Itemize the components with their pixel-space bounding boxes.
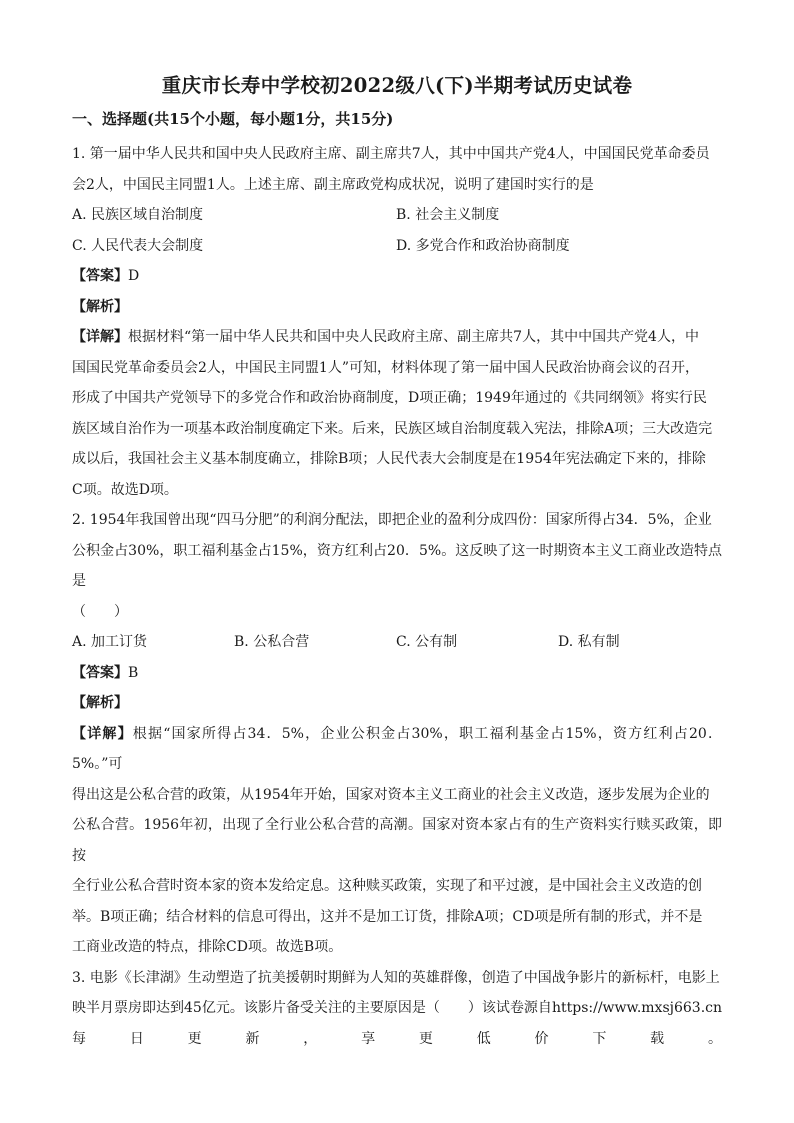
promo-char: 低 bbox=[476, 1030, 491, 1047]
analysis-label: 【解析】 bbox=[72, 695, 128, 711]
q1-options bbox=[72, 200, 722, 261]
promo-char: 日 bbox=[129, 1030, 144, 1047]
q2-stem-line-3: （ ） bbox=[72, 603, 128, 620]
question-1 bbox=[72, 139, 722, 505]
answer-label: 【答案】 bbox=[72, 268, 128, 284]
question-2 bbox=[72, 505, 722, 963]
q1-detail-line-4: 族区域自治作为一项基本政治制度确定下来。后来，民族区域自治制度载入宪法，排除A项；三大改造完 bbox=[72, 420, 713, 437]
detail-label: 【详解】 bbox=[72, 725, 133, 742]
analysis-label: 【解析】 bbox=[72, 298, 128, 315]
q1-analysis-label bbox=[72, 292, 722, 323]
q1-option-d: D. 多党合作和政治协商制度 bbox=[396, 237, 570, 254]
q1-answer-value: D bbox=[128, 268, 140, 284]
q1-option-a: A. 民族区域自治制度 bbox=[72, 207, 204, 223]
q2-detail-line-3: 公私合营。1956年初，出现了全行业公私合营的高潮。国家对资本家占有的生产资料实行赎买政策，即按 bbox=[72, 817, 722, 864]
q1-answer bbox=[72, 261, 722, 292]
q2-detail-line-1 bbox=[72, 719, 722, 780]
q1-option-c: C. 人民代表大会制度 bbox=[72, 237, 204, 254]
promo-char: 新 bbox=[245, 1030, 260, 1047]
q2-detail-text-1: 根据“国家所得占34．5%，企业公积金占30%，职工福利基金占15%，资方红利占20．5%。”可 bbox=[72, 725, 722, 772]
q1-detail-line-5: 成以后，我国社会主义基本制度确立，排除B项；人民代表大会制度是在1954年宪法确定下来的，排除 bbox=[72, 451, 706, 467]
promo-char: 每 bbox=[72, 1030, 86, 1047]
q3-stem-text-2: 映半月票房即达到45亿元。该影片备受关注的主要原因是（ ）该试卷源自 bbox=[72, 1000, 552, 1016]
q2-stem-line-1: 2. 1954年我国曾出现“四马分肥”的利润分配法，即把企业的盈利分成四份：国家所得占34．5%，企业 bbox=[72, 512, 712, 528]
q2-detail-line-6: 工商业改造的特点，排除CD项。故选B项。 bbox=[72, 939, 343, 955]
promo-char: 。 bbox=[707, 1030, 722, 1047]
promo-char: 更 bbox=[418, 1030, 433, 1047]
q2-detail-line-4: 全行业公私合营时资本家的资本发给定息。这种赎买政策，实现了和平过渡，是中国社会主义改造的创 bbox=[72, 878, 702, 894]
q2-analysis-label bbox=[72, 688, 722, 719]
exam-title: 重庆市长寿中学校初2022级八(下)半期考试历史试卷 bbox=[161, 74, 633, 97]
q1-stem-line-2: 会2人，中国民主同盟1人。上述主席、副主席政党构成状况，说明了建国时实行的是 bbox=[72, 176, 594, 193]
q1-detail-line-1 bbox=[72, 322, 722, 353]
promo-char: 载 bbox=[650, 1030, 665, 1047]
promo-char: 享 bbox=[361, 1030, 376, 1047]
q2-stem-line-2: 公积金占30%，职工福利基金占15%，资方红利占20．5%。这反映了这一时期资本主义工商业改造特点是 bbox=[72, 542, 722, 589]
q2-detail-line-2: 得出这是公私合营的政策，从1954年开始，国家对资本主义工商业的社会主义改造，逐步发展为企业的 bbox=[72, 786, 710, 803]
q1-detail-line-6: C项。故选D项。 bbox=[72, 481, 178, 498]
q3-stem-line-1: 3. 电影《长津湖》生动塑造了抗美援朝时期鲜为人知的英雄群像，创造了中国战争影片的新标杆，电影上 bbox=[72, 969, 720, 986]
promo-line bbox=[72, 1024, 722, 1055]
q1-detail-line-3: 形成了中国共产党领导下的多党合作和政治协商制度，D项正确；1949年通过的《共同纲领》将实行民 bbox=[72, 390, 707, 406]
q1-detail-text-1: 根据材料“第一届中华人民共和国中央人民政府主席、副主席共7人，其中中国共产党4人，中 bbox=[128, 329, 699, 345]
question-3 bbox=[72, 963, 722, 1055]
promo-char: 下 bbox=[592, 1030, 607, 1047]
promo-char: ， bbox=[303, 1030, 318, 1047]
q1-option-b: B. 社会主义制度 bbox=[396, 207, 500, 223]
promo-char: 更 bbox=[187, 1030, 202, 1047]
q2-option-b: B. 公私合营 bbox=[234, 634, 310, 650]
q2-option-d: D. 私有制 bbox=[558, 634, 620, 650]
q2-option-c: C. 公有制 bbox=[396, 634, 458, 650]
section-heading: 一、选择题(共15个小题，每小题1分，共15分) bbox=[72, 110, 394, 128]
q2-answer bbox=[72, 658, 722, 689]
detail-label: 【详解】 bbox=[72, 329, 128, 345]
q2-options bbox=[72, 627, 722, 658]
q1-detail-line-2: 国国民党革命委员会2人，中国民主同盟1人”可知，材料体现了第一届中国人民政治协商会议的召开， bbox=[72, 359, 699, 376]
q2-detail-line-5: 举。B项正确；结合材料的信息可得出，这并不是加工订货，排除A项；CD项是所有制的形式，并不是 bbox=[72, 908, 703, 925]
promo-char: 价 bbox=[534, 1030, 549, 1047]
answer-label: 【答案】 bbox=[72, 664, 128, 681]
q1-stem-line-1: 1. 第一届中华人民共和国中央人民政府主席、副主席共7人，其中中国共产党4人，中国国民党革命委员 bbox=[72, 146, 710, 162]
source-link[interactable]: https://www.mxsj663.cn bbox=[551, 1000, 722, 1016]
q2-option-a: A. 加工订货 bbox=[72, 634, 148, 650]
q2-answer-value: B bbox=[128, 664, 139, 681]
q3-stem-line-2 bbox=[72, 993, 722, 1024]
